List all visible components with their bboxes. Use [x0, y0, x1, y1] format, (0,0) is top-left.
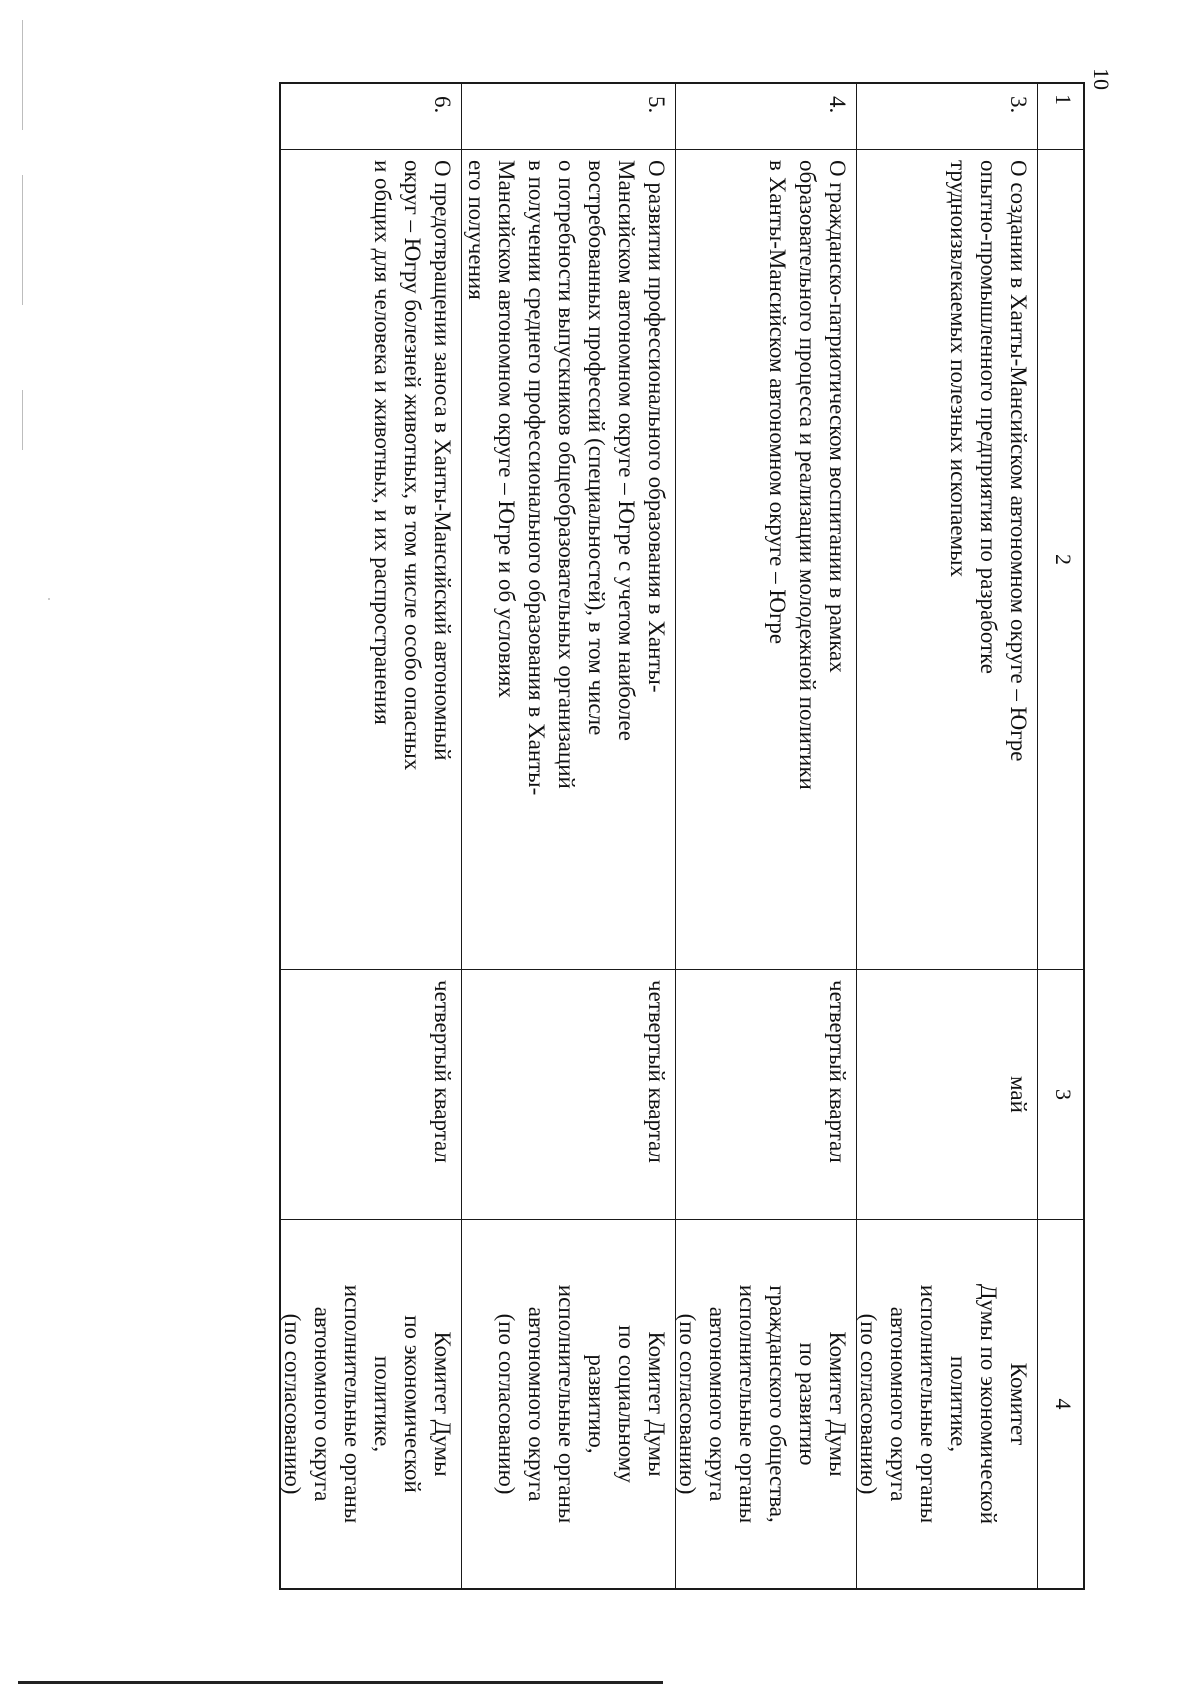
agenda-line: Мансийском автономном округе – Югре и об условиях — [494, 160, 519, 698]
responsible — [281, 1219, 461, 1588]
scan-artifact-line — [22, 390, 23, 450]
agenda-item-text — [462, 149, 675, 969]
responsible-line: исполнительные органы — [554, 1284, 579, 1524]
deadline: четвертый квартал — [281, 969, 461, 1219]
row-number: 5. — [644, 96, 669, 114]
agenda-line: О предотвращении заноса в Ханты-Мансийский автономный — [430, 160, 455, 761]
agenda-line: округ – Югру болезней животных, в том числе особо опасных — [400, 160, 425, 771]
header-cell-4: 4 — [1038, 1219, 1083, 1588]
responsible — [857, 1219, 1037, 1588]
scan-artifact-dot — [48, 598, 50, 600]
responsible-line: по экономической — [400, 1315, 425, 1493]
agenda-item-text — [857, 149, 1037, 969]
agenda-line: опытно-промышленного предприятия по разработке — [976, 160, 1001, 674]
deadline: май — [857, 969, 1037, 1219]
header-cell-3: 3 — [1038, 969, 1083, 1219]
agenda-line: О развитии профессионального образования в Ханты- — [644, 160, 669, 693]
scan-edge-line — [18, 1681, 663, 1684]
responsible-line: исполнительные органы — [735, 1284, 760, 1524]
responsible-line: (по согласованию) — [675, 1313, 700, 1495]
agenda-line: образовательного процесса и реализации молодежной политики — [795, 160, 820, 790]
deadline: четвертый квартал — [462, 969, 675, 1219]
agenda-line: о потребности выпускников общеобразовательных организаций — [554, 160, 579, 789]
plan-table — [279, 82, 1085, 1590]
responsible-line: Комитет — [1006, 1362, 1031, 1446]
table-row — [676, 84, 857, 1588]
responsible-line: Комитет Думы — [644, 1331, 669, 1477]
responsible-line: политике, — [370, 1355, 395, 1453]
table-header-row — [1038, 84, 1083, 1588]
agenda-line: трудноизвлекаемых полезных ископаемых — [946, 160, 971, 578]
deadline: четвертый квартал — [676, 969, 856, 1219]
row-number: 3. — [1006, 96, 1031, 114]
responsible-line: гражданского общества, — [765, 1285, 790, 1523]
header-cell-2: 2 — [1038, 149, 1083, 969]
responsible-line: исполнительные органы — [340, 1284, 365, 1524]
responsible — [462, 1219, 675, 1588]
responsible-line: исполнительные органы — [916, 1284, 941, 1524]
responsible-line: Комитет Думы — [430, 1331, 455, 1477]
page-number: 10 — [1089, 68, 1114, 90]
responsible-line: (по согласованию) — [856, 1313, 881, 1495]
responsible-line: автономного округа — [705, 1306, 730, 1502]
agenda-line: О гражданско-патриотическом воспитании в рамках — [825, 160, 850, 673]
responsible — [676, 1219, 856, 1588]
agenda-item-text — [676, 149, 856, 969]
agenda-line: и общих для человека и животных, и их распространения — [370, 160, 395, 725]
agenda-item-text — [281, 149, 461, 969]
header-cell-1: 1 — [1051, 94, 1076, 105]
row-number: 4. — [825, 96, 850, 114]
agenda-line: в Ханты-Мансийском автономном округе – Югре — [765, 160, 790, 645]
agenda-line: О создании в Ханты-Мансийском автономном округе – Югре — [1006, 160, 1031, 762]
responsible-line: политике, — [946, 1355, 971, 1453]
row-number: 6. — [430, 96, 455, 114]
responsible-line: автономного округа — [886, 1306, 911, 1502]
scan-artifact-line — [22, 175, 23, 305]
table-row — [281, 84, 462, 1588]
responsible-line: автономного округа — [524, 1306, 549, 1502]
scan-artifact-line — [22, 20, 23, 130]
responsible-line: (по согласованию) — [280, 1313, 305, 1495]
agenda-line: Мансийском автономном округе – Югре с учетом наиболее — [614, 160, 639, 741]
agenda-line: востребованных профессий (специальностей), в том числе — [584, 160, 609, 736]
responsible-line: Думы по экономической — [976, 1283, 1001, 1525]
table-row — [857, 84, 1038, 1588]
responsible-line: развитию, — [584, 1354, 609, 1454]
agenda-line: его получения — [464, 160, 489, 300]
responsible-line: автономного округа — [310, 1306, 335, 1502]
responsible-line: (по согласованию) — [494, 1313, 519, 1495]
responsible-line: по развитию — [795, 1342, 820, 1466]
agenda-line: в получении среднего профессионального образования в Ханты- — [524, 160, 549, 796]
rotated-page — [130, 68, 1175, 1590]
table-row — [462, 84, 676, 1588]
responsible-line: по социальному — [614, 1325, 639, 1483]
responsible-line: Комитет Думы — [825, 1331, 850, 1477]
